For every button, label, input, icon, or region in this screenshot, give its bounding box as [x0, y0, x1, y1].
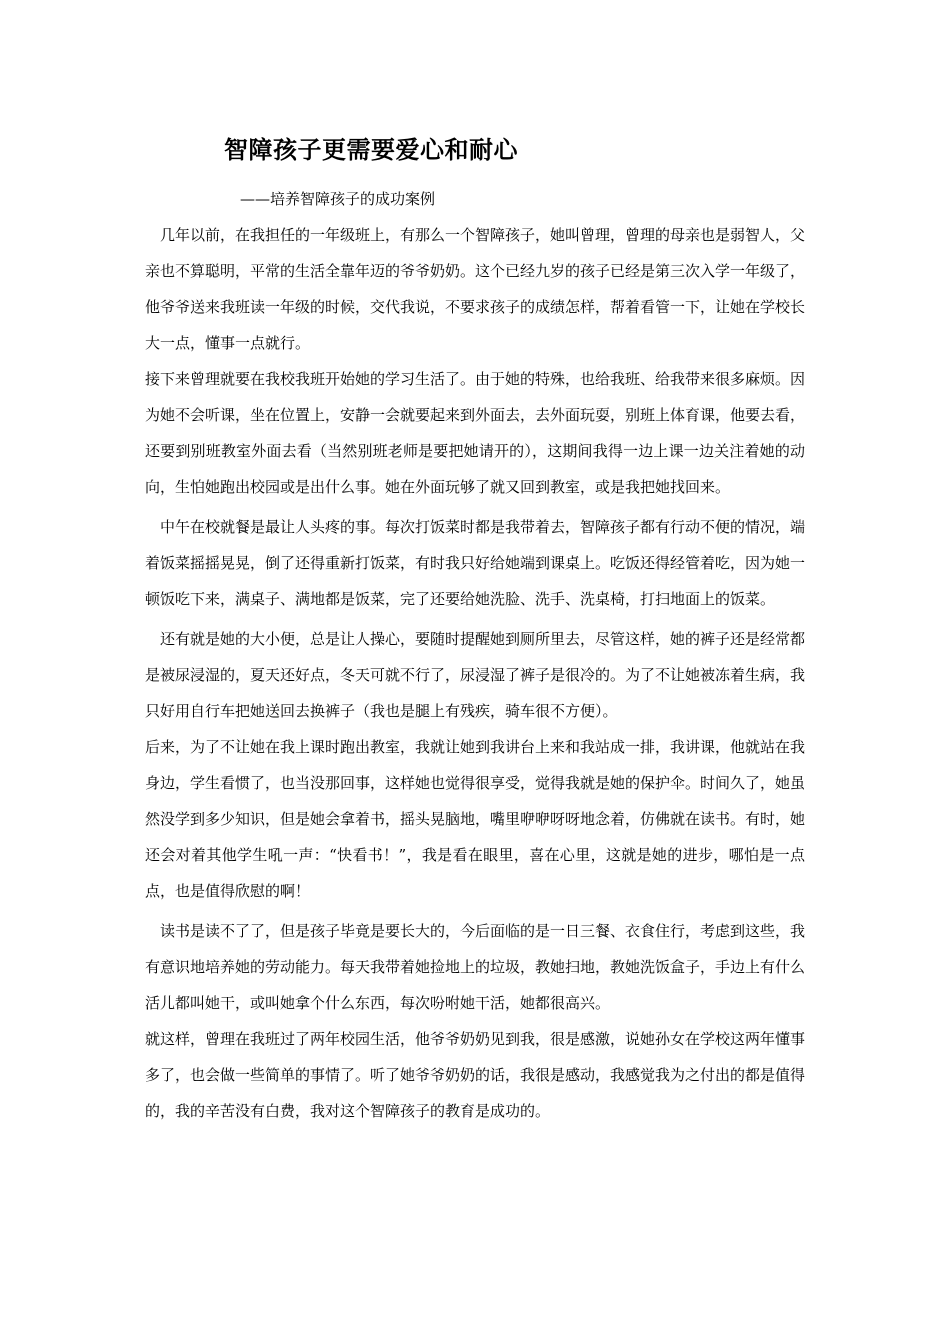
paragraph-3: 中午在校就餐是最让人头疼的事。每次打饭菜时都是我带着去，智障孩子都有行动不便的情况，端着饭菜摇摇晃晃，倒了还得重新打饭菜，有时我只好给她端到课桌上。吃饭还得经管着吃，因为她一顿饭吃下来，满桌子、满地都是饭菜，完了还要给她洗脸、洗手、洗桌椅，打扫地面上的饭菜。 — [145, 518, 806, 608]
paragraph-4: 还有就是她的大小便，总是让人操心，要随时提醒她到厕所里去，尽管这样，她的裤子还是经常都是被尿浸湿的，夏天还好点，冬天可就不行了，尿浸湿了裤子是很冷的。为了不让她被冻着生病，我只好用自行车把她送回去换裤子（我也是腿上有残疾，骑车很不方便）。 — [145, 630, 806, 720]
document-body — [145, 217, 805, 1129]
paragraph-1: 几年以前，在我担任的一年级班上，有那么一个智障孩子，她叫曾理，曾理的母亲也是弱智人，父亲也不算聪明，平常的生活全靠年迈的爷爷奶奶。这个已经九岁的孩子已经是第三次入学一年级了，他爷爷送来我班读一年级的时候，交代我说，不要求孩子的成绩怎样，帮着看管一下，让她在学校长大一点，懂事一点就行。 — [145, 226, 806, 352]
paragraph-2: 接下来曾理就要在我校我班开始她的学习生活了。由于她的特殊，也给我班、给我带来很多麻烦。因为她不会听课，坐在位置上，安静一会就要起来到外面去，去外面玩耍，别班上体育课，他要去看，还要到别班教室外面去看（当然别班老师是要把她请开的），这期间我得一边上课一边关注着她的动向，生怕她跑出校园或是出什么事。她在外面玩够了就又回到教室，或是我把她找回来。 — [145, 370, 806, 496]
paragraph-7: 就这样，曾理在我班过了两年校园生活，他爷爷奶奶见到我，很是感激，说她孙女在学校这两年懂事多了，也会做一些简单的事情了。听了她爷爷奶奶的话，我很是感动，我感觉我为之付出的都是值得的，我的辛苦没有白费，我对这个智障孩子的教育是成功的。 — [145, 1030, 806, 1120]
paragraph-6: 读书是读不了了，但是孩子毕竟是要长大的，今后面临的是一日三餐、衣食住行，考虑到这些，我有意识地培养她的劳动能力。每天我带着她捡地上的垃圾，教她扫地，教她洗饭盒子，手边上有什么活儿都叫她干，或叫她拿个什么东西，每次吩咐她干活，她都很高兴。 — [145, 922, 806, 1012]
document-title: 智障孩子更需要爱心和耐心 — [224, 135, 518, 164]
document-subtitle: ——培养智障孩子的成功案例 — [240, 190, 436, 208]
paragraph-5: 后来，为了不让她在我上课时跑出教室，我就让她到我讲台上来和我站成一排，我讲课，他就站在我身边，学生看惯了，也当没那回事，这样她也觉得很享受，觉得我就是她的保护伞。时间久了，她虽然没学到多少知识，但是她会拿着书，摇头晃脑地，嘴里咿咿呀呀地念着，仿佛就在读书。有时，她还会对着其他学生吼一声：“快看书！”，我是看在眼里，喜在心里，这就是她的进步，哪怕是一点点，也是值得欣慰的啊！ — [145, 738, 806, 900]
